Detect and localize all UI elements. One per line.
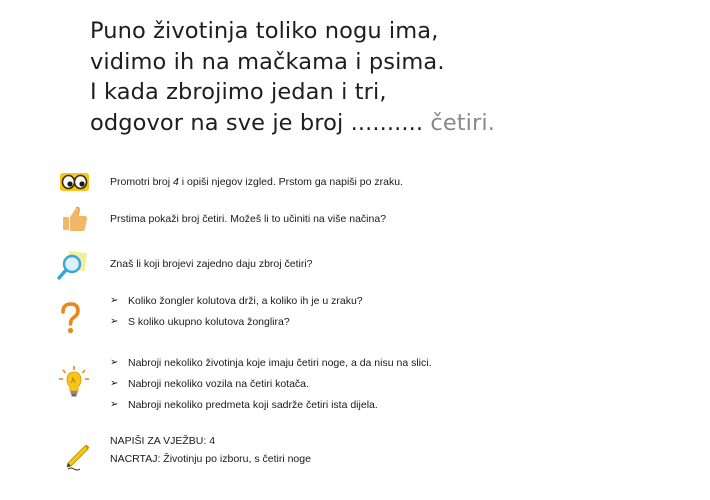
poem-line-1: Puno životinja toliko nogu ima, <box>90 18 439 44</box>
list-item-text: Nabroji nekoliko predmeta koji sadrže četiri ista dijela. <box>128 399 378 411</box>
lightbulb-icon <box>54 366 94 400</box>
task-ideas-list <box>110 356 432 419</box>
bullet-arrow-icon: ➢ <box>110 357 119 368</box>
list-item <box>110 377 432 398</box>
poem <box>90 16 495 138</box>
list-item-text: S koliko ukupno kolutova žonglira? <box>128 316 290 328</box>
list-item-text: Koliko žongler kolutova drži, a koliko ih je u zraku? <box>128 295 363 307</box>
list-item <box>110 294 363 315</box>
write-instruction: NAPIŠI ZA VJEŽBU: 4 <box>110 435 216 447</box>
task-observe-text-before: Promotri broj <box>110 176 174 188</box>
poem-line-4 <box>90 108 495 139</box>
task-questions-list <box>110 294 363 336</box>
bullet-arrow-icon: ➢ <box>110 378 119 389</box>
task-sum-text: Znaš li koji brojevi zajedno daju zbroj četiri? <box>110 258 313 270</box>
list-item <box>110 356 432 377</box>
list-item <box>110 315 363 336</box>
poem-line-4-prefix: odgovor na sve je broj .......... <box>90 109 431 136</box>
draw-instruction: NACRTAJ: Životinju po izboru, s četiri noge <box>110 453 311 465</box>
bullet-arrow-icon: ➢ <box>110 295 119 306</box>
thumbs-up-icon <box>54 202 94 236</box>
list-item-text: Nabroji nekoliko životinja koje imaju četiri noge, a da nisu na slici. <box>128 357 432 369</box>
list-item <box>110 398 432 419</box>
question-mark-icon <box>54 301 94 335</box>
magnifier-icon <box>54 248 94 282</box>
task-observe-text <box>110 175 403 189</box>
task-write-text <box>110 434 311 470</box>
poem-answer: četiri. <box>430 109 495 136</box>
bullet-arrow-icon: ➢ <box>110 399 119 410</box>
task-observe-text-after: i opiši njegov izgled. Prstom ga napiši po zraku. <box>178 176 403 188</box>
list-item-text: Nabroji nekoliko vozila na četiri kotača. <box>128 378 309 390</box>
poem-line-2: vidimo ih na mačkama i psima. <box>90 48 445 75</box>
task-fingers-text: Prstima pokaži broj četiri. Možeš li to učiniti na više načina? <box>110 213 387 225</box>
pencil-icon <box>54 438 94 472</box>
poem-line-3: I kada zbrojimo jedan i tri, <box>90 79 387 105</box>
bullet-arrow-icon: ➢ <box>110 316 119 327</box>
task-observe-number: 4 <box>173 176 179 188</box>
eyes-icon <box>54 166 94 200</box>
